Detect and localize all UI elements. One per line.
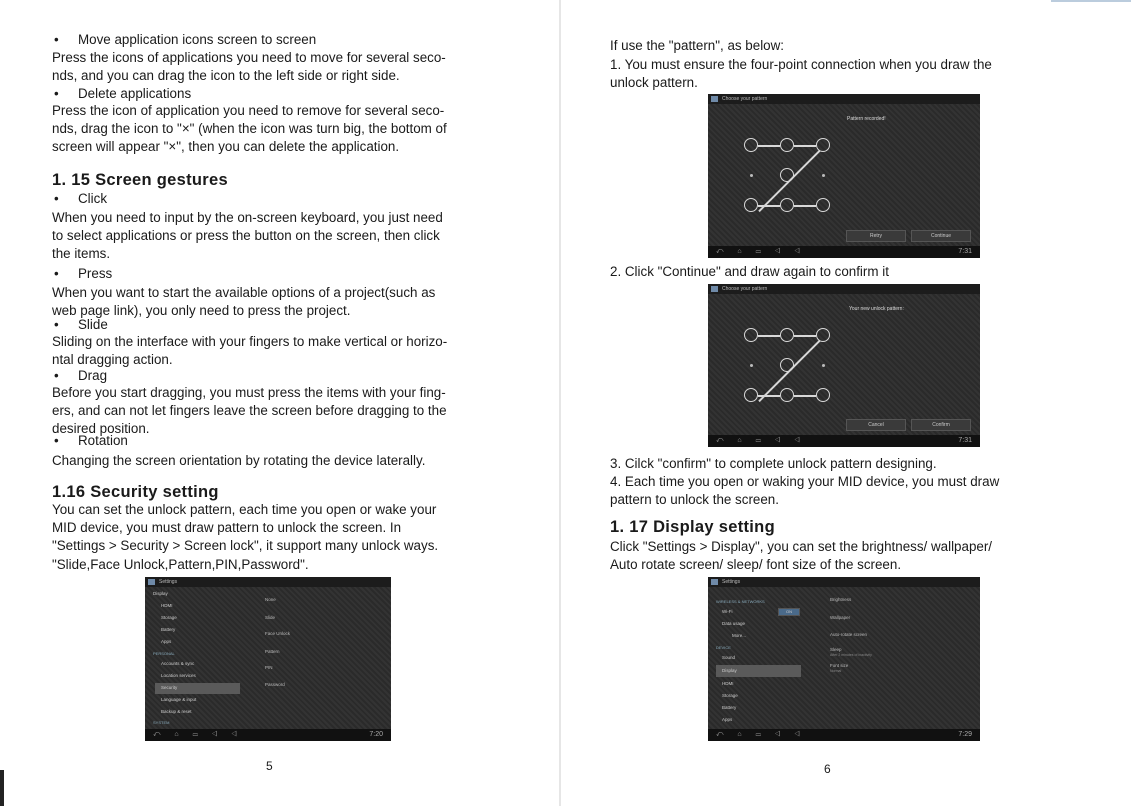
- bullet-drag: • Drag: [52, 367, 107, 385]
- pattern-screenshot-1: [708, 94, 980, 258]
- nav-icons: ⤺ ⌂ ▭ ◁ ◁: [716, 248, 807, 255]
- opt-wallpaper: Wallpaper: [830, 615, 851, 620]
- pattern-line: [794, 335, 816, 337]
- pattern-dot: [744, 198, 758, 212]
- menu-language: Language & input: [161, 697, 197, 702]
- step-2: 2. Click "Continue" and draw again to confirm it: [610, 264, 889, 279]
- clock: 7:31: [958, 248, 972, 255]
- display-text: Click "Settings > Display", you can set the brightness/ wallpaper/ Auto rotate screen/ sleep/ font size of the screen.: [610, 539, 993, 573]
- bullet-slide: • Slide: [52, 316, 108, 334]
- page-left: [0, 0, 560, 806]
- menu-security: Security: [161, 685, 178, 690]
- shot-title: Settings: [145, 577, 391, 587]
- drag-text: Before you start dragging, you must press the items with your fing- ers, and can not let fingers leave the screen before dragging to the desired position.: [52, 385, 447, 437]
- menu-location: Location services: [161, 673, 196, 678]
- pattern-dot: [816, 388, 830, 402]
- wireless-header: WIRELESS & NETWORKS: [716, 599, 765, 604]
- shot2-message: Your new unlock pattern:: [849, 306, 904, 312]
- pattern-line: [794, 395, 816, 397]
- menu-display: Display: [722, 668, 737, 673]
- heading-gestures: 1. 15 Screen gestures: [52, 171, 228, 189]
- shot1-title: Choose your pattern: [708, 94, 980, 104]
- security-screenshot: [145, 577, 391, 741]
- opt-pattern: Pattern: [265, 649, 280, 654]
- click-text: When you need to input by the on-screen keyboard, you just need to select applications or press the button on the screen, then click the items.: [52, 210, 443, 262]
- page-right: [560, 0, 1131, 806]
- pattern-dot: [822, 174, 825, 177]
- wifi-toggle[interactable]: ON: [778, 608, 800, 616]
- pattern-line: [794, 205, 816, 207]
- pattern-line: [758, 335, 780, 337]
- security-text: You can set the unlock pattern, each time you open or wake your MID device, you must draw pattern to unlock the screen. In "Settings > Security > Screen lock", it support many unlock ways. "Slide,Face Unlock,Pattern,PIN,Password".: [52, 502, 439, 572]
- confirm-button[interactable]: Confirm: [911, 419, 971, 431]
- pattern-screenshot-2: [708, 284, 980, 447]
- opt-pin: PIN: [265, 665, 273, 670]
- pattern-line: [758, 395, 780, 397]
- page-number-left: 5: [266, 759, 273, 773]
- opt-font-sub: Normal: [830, 669, 842, 673]
- pattern-dot: [744, 138, 758, 152]
- bullet-delete: • Delete applications: [52, 85, 191, 103]
- menu-backup: Backup & reset: [161, 709, 192, 714]
- heading-security: 1.16 Security setting: [52, 483, 219, 501]
- rotation-text: Changing the screen orientation by rotating the device laterally.: [52, 453, 426, 468]
- opt-face: Face Unlock: [265, 631, 291, 636]
- bullet-rotation: • Rotation: [52, 432, 128, 450]
- pattern-dot: [750, 364, 753, 367]
- cancel-button[interactable]: Cancel: [846, 419, 906, 431]
- menu-data-usage: Data usage: [722, 621, 746, 626]
- nav-icons: ⤺ ⌂ ▭ ◁ ◁: [716, 437, 807, 444]
- clock: 7:20: [369, 731, 383, 738]
- menu-apps: Apps: [161, 639, 172, 644]
- pattern-line: [794, 145, 816, 147]
- clock: 7:29: [958, 731, 972, 738]
- bullet-move: • Move application icons screen to screen: [52, 31, 316, 49]
- step-3-4: 3. Cilck "confirm" to complete unlock pattern designing. 4. Each time you open or waking your MID device, you must draw pattern to unlock the screen.: [610, 456, 1000, 508]
- nav-bar: [708, 729, 980, 741]
- menu-wifi: Wi-Fi: [722, 609, 733, 614]
- pattern-dot: [780, 198, 794, 212]
- press-text: When you want to start the available options of a project(such as web page link), you only need to press the project.: [52, 285, 436, 319]
- personal-header: PERSONAL: [153, 651, 175, 656]
- retry-button[interactable]: Retry: [846, 230, 906, 242]
- menu-storage: Storage: [722, 693, 738, 698]
- system-header: SYSTEM: [153, 720, 170, 725]
- pattern-line: [758, 145, 780, 147]
- pattern-dot: [822, 364, 825, 367]
- shot1-message: Pattern recorded!: [847, 116, 886, 122]
- opt-font-size: Font size: [830, 663, 849, 668]
- menu-sound: Sound: [722, 655, 736, 660]
- pattern-intro: If use the "pattern", as below:: [610, 38, 785, 53]
- pattern-dot: [750, 174, 753, 177]
- pattern-dot: [780, 138, 794, 152]
- pattern-dot: [744, 388, 758, 402]
- delete-text: Press the icon of application you need to remove for several seco- nds, drag the icon to "×" (when the icon was turn big, the bottom of screen will appear "×", then you can delete the application.: [52, 103, 447, 155]
- menu-hdmi: HDMI: [722, 681, 734, 686]
- shot2-title: Choose your pattern: [708, 284, 980, 294]
- move-text: Press the icons of applications you need to move for several seco- nds, and you can drag the icon to the left side or right side.: [52, 50, 446, 84]
- menu-hdmi: HDMI: [161, 603, 173, 608]
- clock: 7:31: [958, 437, 972, 444]
- step-1: 1. You must ensure the four-point connection when you draw the unlock pattern.: [610, 57, 992, 91]
- menu-battery: Battery: [161, 627, 176, 632]
- pattern-dot: [780, 328, 794, 342]
- pattern-dot: [816, 198, 830, 212]
- continue-button[interactable]: Continue: [911, 230, 971, 242]
- opt-sleep: Sleep: [830, 647, 842, 652]
- opt-none: None: [265, 597, 276, 602]
- menu-more: More...: [732, 633, 747, 638]
- device-header: DEVICE: [716, 645, 731, 650]
- nav-icons: ⤺ ⌂ ▭ ◁ ◁: [153, 731, 244, 738]
- opt-password: Password: [265, 682, 285, 687]
- bullet-click: • Click: [52, 190, 107, 208]
- display-screenshot: [708, 577, 980, 741]
- page-number-right: 6: [824, 762, 831, 776]
- opt-slide: Slide: [265, 615, 276, 620]
- nav-bar: [145, 729, 391, 741]
- menu-apps: Apps: [722, 717, 733, 722]
- pattern-dot: [780, 388, 794, 402]
- pattern-dot: [744, 328, 758, 342]
- opt-brightness: Brightness: [830, 597, 852, 602]
- pattern-line: [758, 205, 780, 207]
- menu-storage: Storage: [161, 615, 177, 620]
- nav-icons: ⤺ ⌂ ▭ ◁ ◁: [716, 731, 807, 738]
- bullet-press: • Press: [52, 265, 112, 283]
- nav-bar: [708, 246, 980, 258]
- opt-auto-rotate: Auto-rotate screen: [830, 632, 868, 637]
- slide-text: Sliding on the interface with your fingers to make vertical or horizo- ntal dragging action.: [52, 334, 448, 368]
- display-shot-title: Settings: [708, 577, 980, 587]
- opt-sleep-sub: After 2 minutes of inactivity: [830, 653, 872, 657]
- heading-display: 1. 17 Display setting: [610, 518, 775, 536]
- menu-accounts: Accounts & sync: [161, 661, 195, 666]
- menu-display: Display: [153, 591, 168, 596]
- menu-battery: Battery: [722, 705, 737, 710]
- nav-bar: [708, 435, 980, 447]
